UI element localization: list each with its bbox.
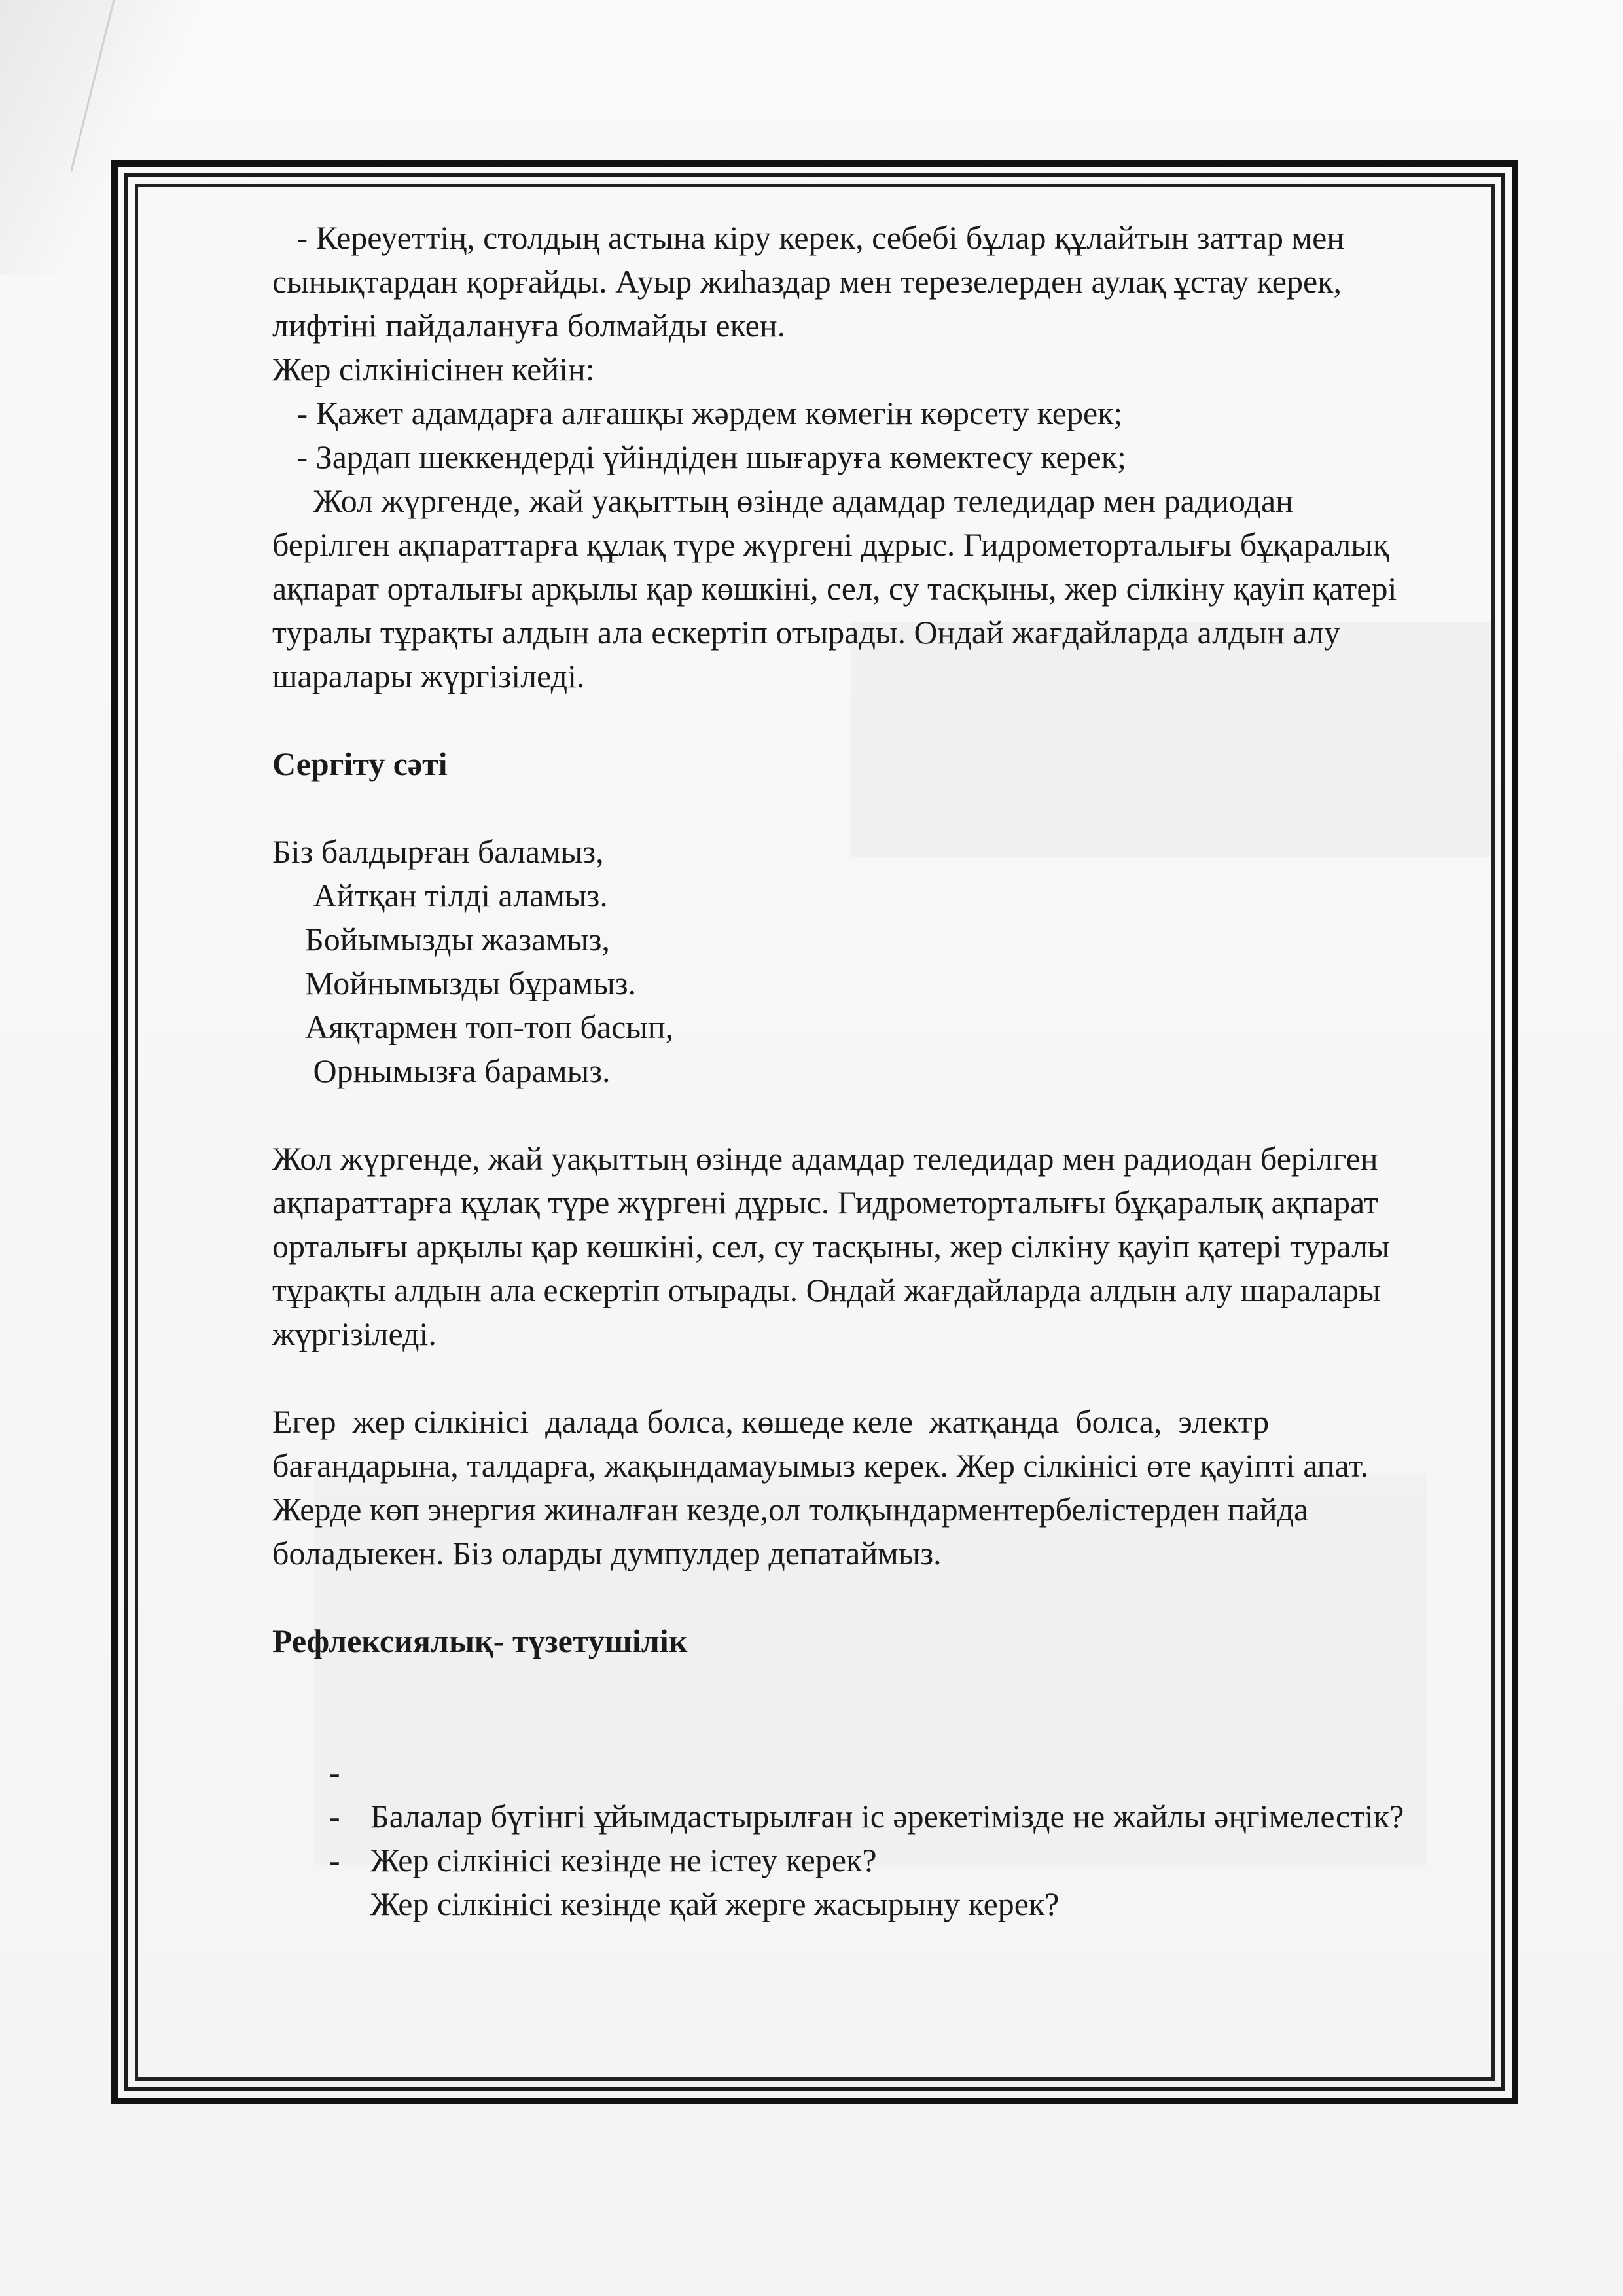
text-line: - Зардап шеккендерді үйіндіден шығаруға көмектесу керек;: [272, 439, 1126, 475]
reflection-questions-list: [272, 1707, 1503, 1922]
text-line: Жерде көп энергия жиналған кезде,ол толқындарментербелістерден пайда: [272, 1491, 1309, 1528]
section-heading-sergitu: Сергіту сәті: [272, 745, 448, 782]
poem-line: Орнымызға барамыз.: [272, 1052, 611, 1089]
text-line: лифтіні пайдалануға болмайды екен.: [272, 307, 786, 344]
text-line: шаралары жүргізіледі.: [272, 658, 585, 694]
text-line: боладыекен. Біз оларды думпулдер депатаймыз.: [272, 1535, 942, 1571]
text-line: жүргізіледі.: [272, 1316, 437, 1352]
text-line: Жол жүргенде, жай уақыттың өзінде адамдар теледидар мен радиодан берілген: [272, 1140, 1378, 1177]
text-line: Жол жүргенде, жай уақыттың өзінде адамдар теледидар мен радиодан: [272, 482, 1293, 519]
dash-bullet: -: [329, 1842, 340, 1878]
text-line: - Кереуеттің, столдың астына кіру керек, себебі бұлар құлайтын заттар мен: [272, 219, 1345, 256]
text-line: Жер сілкінісінен кейін:: [272, 351, 595, 387]
text-line: берілген ақпараттарға құлақ түре жүргені дұрыс. Гидрометорталығы бұқаралық: [272, 526, 1389, 563]
text-line: Егер жер сілкінісі далада болса, көшеде келе жатқанда болса, электр: [272, 1403, 1270, 1440]
poem: [272, 830, 1503, 1093]
text-line: тұрақты алдын ала ескертіп отырады. Ондай жағдайларда алдын алу шаралары: [272, 1272, 1381, 1308]
text-line: бағандарына, талдарға, жақындамауымыз керек. Жер сілкінісі өте қауіпті апат.: [272, 1447, 1368, 1484]
question-text: Балалар бүгінгі ұйымдастырылған іс әрекетімізде не жайлы әңгімелестік?: [370, 1798, 1404, 1835]
question-text: Жер сілкінісі кезінде не істеу керек?: [370, 1842, 877, 1878]
safety-instructions-paragraph: [272, 216, 1503, 698]
text-line: - Қажет адамдарға алғашқы жәрдем көмегін көрсету керек;: [272, 395, 1123, 431]
poem-line: Мойнымызды бұрамыз.: [272, 965, 637, 1001]
section-heading-reflection: Рефлексиялық- түзетушілік: [272, 1623, 688, 1659]
text-line: ақпарат орталығы арқылы қар көшкіні, сел, су тасқыны, жер сілкіну қауіп қатері: [272, 570, 1397, 607]
road-safety-paragraph: [272, 1137, 1503, 1356]
text-line: орталығы арқылы қар көшкіні, сел, су тасқыны, жер сілкіну қауіп қатері туралы: [272, 1228, 1390, 1265]
text-line: ақпараттарға құлақ түре жүргені дұрыс. Гидрометорталығы бұқаралық ақпарат: [272, 1184, 1378, 1221]
text-line: туралы тұрақты алдын ала ескертіп отырады. Ондай жағдайларда алдын алу: [272, 614, 1340, 651]
question-text: Жер сілкінісі кезінде қай жерге жасырыну керек?: [370, 1886, 1060, 1922]
dash-bullet: -: [329, 1754, 340, 1791]
earthquake-outdoors-paragraph: [272, 1400, 1503, 1575]
poem-line: Аяқтармен топ-топ басып,: [272, 1009, 674, 1045]
document-body: [272, 216, 1503, 1922]
dash-bullet: -: [329, 1798, 340, 1835]
poem-line: Айтқан тілді аламыз.: [272, 877, 608, 914]
poem-line: Бойымызды жазамыз,: [272, 921, 610, 958]
text-line: сынықтардан қорғайды. Ауыр жиһаздар мен терезелерден аулақ ұстау керек,: [272, 263, 1342, 300]
question-item: [272, 1707, 1503, 1835]
poem-line: Біз балдырған баламыз,: [272, 833, 604, 870]
